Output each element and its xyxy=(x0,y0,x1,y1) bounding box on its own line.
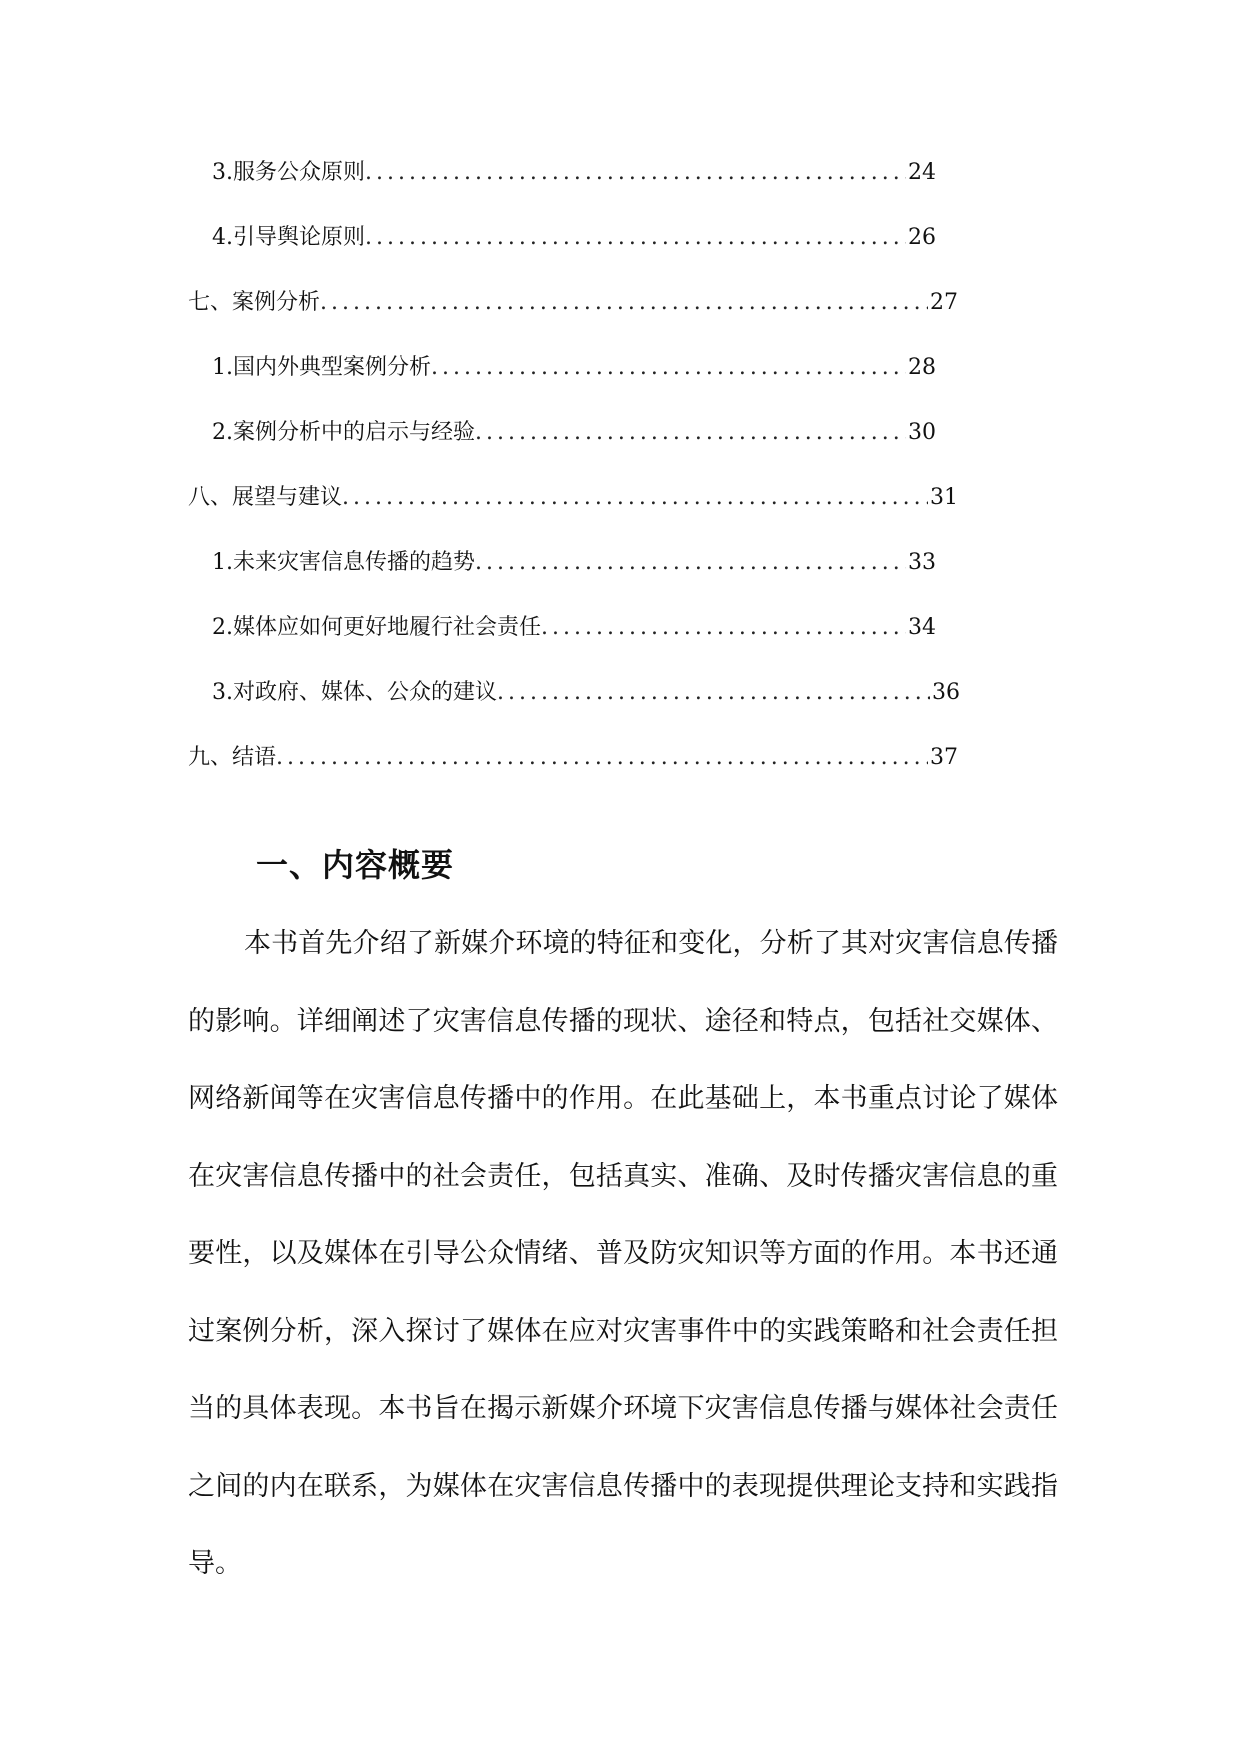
toc-leader-dots xyxy=(320,292,928,314)
toc-entry-number: 4. xyxy=(212,224,233,250)
toc-entry-page: 36 xyxy=(932,679,960,705)
toc-entry-label: 引导舆论原则 xyxy=(233,224,366,250)
toc-entry-page: 37 xyxy=(930,744,958,770)
toc-leader-dots xyxy=(365,162,906,184)
toc-entry-number: 3. xyxy=(212,159,233,185)
toc-entry-label: 案例分析中的启示与经验 xyxy=(233,419,476,445)
toc-entry-label: 七、案例分析 xyxy=(188,289,321,315)
toc-entry-page: 30 xyxy=(908,419,936,445)
toc-entry-page: 26 xyxy=(908,224,936,250)
section-heading: 一、内容概要 xyxy=(256,846,455,884)
toc-entry-page: 28 xyxy=(908,354,936,380)
body-paragraph: 本书首先介绍了新媒介环境的特征和变化，分析了其对灾害信息传播的影响。详细阐述了灾害信息传播的现状、途径和特点，包括社交媒体、网络新闻等在灾害信息传播中的作用。在此基础上，本书重点讨论了媒体在灾害信息传播中的社会责任，包括真实、准确、及时传播灾害信息的重要性，以及媒体在引导公众情绪、普及防灾知识等方面的作用。本书还通过案例分析，深入探讨了媒体在应对灾害事件中的实践策略和社会责任担当的具体表现。本书旨在揭示新媒介环境下灾害信息传播与媒体社会责任之间的内在联系，为媒体在灾害信息传播中的表现提供理论支持和实践指导。 xyxy=(188,928,1058,1579)
toc-entry-label: 对政府、媒体、公众的建议 xyxy=(233,679,498,705)
toc-chapter-entry[interactable] xyxy=(188,465,958,530)
toc-entry-number: 3. xyxy=(212,679,233,705)
toc-entry[interactable] xyxy=(188,400,936,465)
toc-entry-page: 34 xyxy=(908,614,936,640)
toc-entry-label: 九、结语 xyxy=(188,744,277,770)
toc-leader-dots xyxy=(365,227,906,249)
toc-leader-dots xyxy=(541,617,906,639)
toc-entry[interactable] xyxy=(188,335,936,400)
toc-leader-dots xyxy=(431,357,906,379)
toc-entry-page: 33 xyxy=(908,549,936,575)
toc-entry-page: 31 xyxy=(930,484,958,510)
toc-entry[interactable] xyxy=(188,660,960,725)
toc-entry-page: 27 xyxy=(930,289,958,315)
toc-chapter-entry[interactable] xyxy=(188,725,958,790)
toc-leader-dots xyxy=(475,422,906,444)
toc-entry-number: 1. xyxy=(212,354,233,380)
toc-leader-dots xyxy=(497,682,930,704)
toc-entry-label: 八、展望与建议 xyxy=(188,484,343,510)
toc-entry-number: 2. xyxy=(212,419,233,445)
toc-entry-number: 2. xyxy=(212,614,233,640)
toc-leader-dots xyxy=(276,747,928,769)
toc-entry[interactable] xyxy=(188,140,936,205)
toc-leader-dots xyxy=(342,487,928,509)
toc-entry-number: 1. xyxy=(212,549,233,575)
toc-entry[interactable] xyxy=(188,530,936,595)
toc-entry[interactable] xyxy=(188,595,936,660)
table-of-contents xyxy=(188,140,958,790)
toc-entry-label: 媒体应如何更好地履行社会责任 xyxy=(233,614,542,640)
toc-entry-label: 服务公众原则 xyxy=(233,159,366,185)
toc-entry-label: 未来灾害信息传播的趋势 xyxy=(233,549,476,575)
toc-entry-page: 24 xyxy=(908,159,936,185)
toc-chapter-entry[interactable] xyxy=(188,270,958,335)
toc-entry-label: 国内外典型案例分析 xyxy=(233,354,432,380)
toc-leader-dots xyxy=(475,552,906,574)
toc-entry[interactable] xyxy=(188,205,936,270)
